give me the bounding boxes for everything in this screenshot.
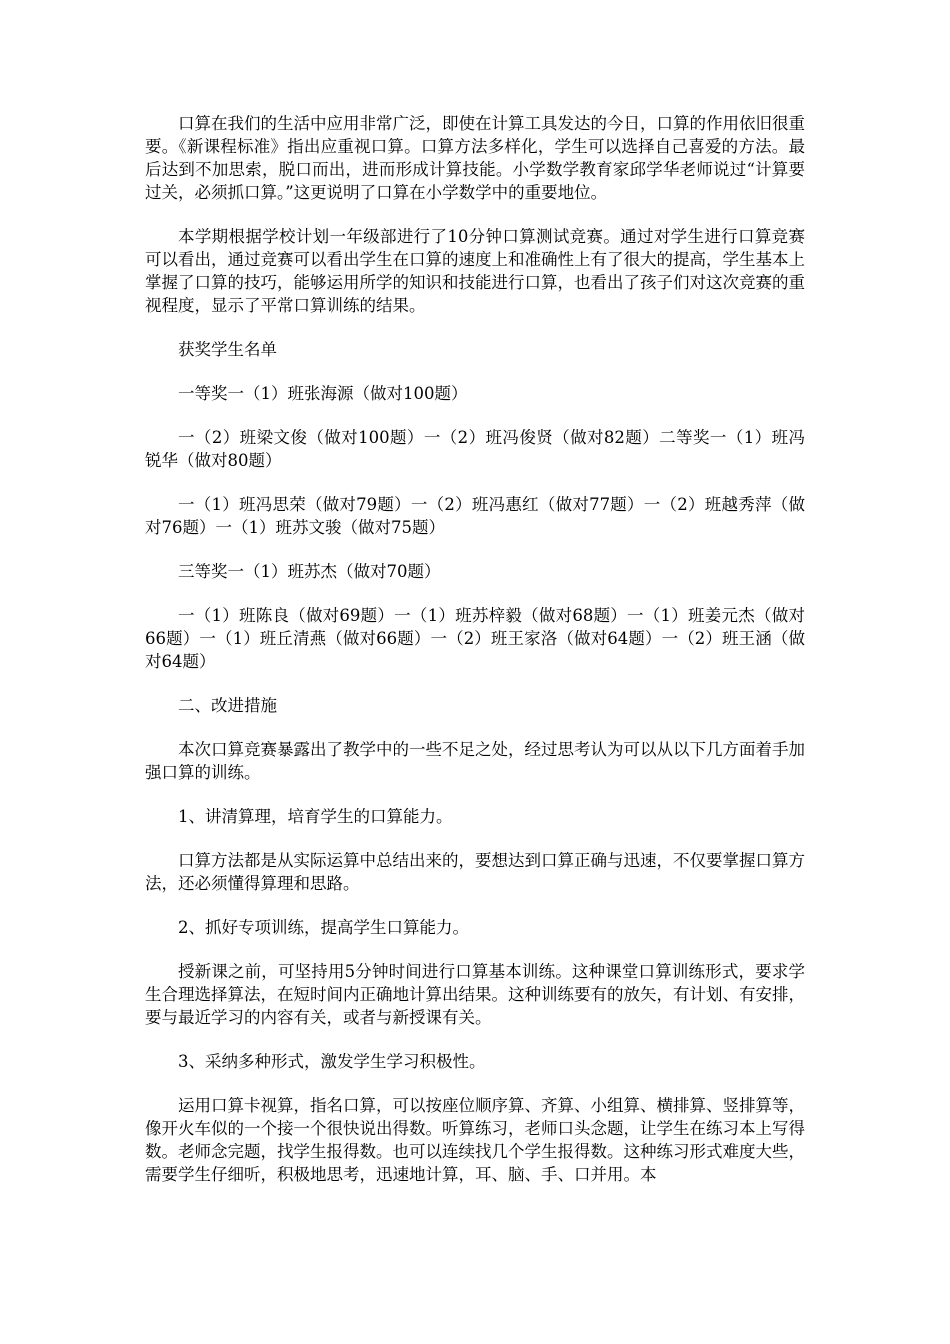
body-paragraph: 口算方法都是从实际运算中总结出来的，要想达到口算正确与迅速，不仅要掌握口算方法，还必须懂得算理和思路。 (145, 851, 805, 893)
award-list-paragraph: 一（1）班冯思荣（做对79题）一（2）班冯惠红（做对77题）一（2）班越秀萍（做对76题）一（1）班苏文骏（做对75题） (145, 495, 805, 537)
award-list-paragraph: 一（1）班陈良（做对69题）一（1）班苏梓毅（做对68题）一（1）班姜元杰（做对66题）一（1）班丘清燕（做对66题）一（2）班王家洛（做对64题）一（2）班王涵（做对64题） (145, 606, 805, 671)
third-prize-line: 三等奖一（1）班苏杰（做对70题） (178, 562, 441, 581)
measure-heading-2: 2、抓好专项训练，提高学生口算能力。 (178, 918, 469, 937)
award-list-paragraph: 一（2）班梁文俊（做对100题）一（2）班冯俊贤（做对82题）二等奖一（1）班冯锐华（做对80题） (145, 428, 805, 470)
first-prize-line: 一等奖一（1）班张海源（做对100题） (178, 384, 468, 403)
competition-summary-paragraph: 本学期根据学校计划一年级部进行了10分钟口算测试竞赛。通过对学生进行口算竞赛可以看出，通过竞赛可以看出学生在口算的速度上和准确性上有了很大的提高，学生基本上掌握了口算的技巧，能够运用所学的知识和技能进行口算，也看出了孩子们对这次竞赛的重视程度，显示了平常口算训练的结果。 (145, 227, 805, 315)
measure-heading-3: 3、采纳多种形式，激发学生学习积极性。 (178, 1052, 486, 1071)
body-paragraph: 本次口算竞赛暴露出了教学中的一些不足之处，经过思考认为可以从以下几方面着手加强口算的训练。 (145, 740, 805, 782)
body-paragraph: 授新课之前，可坚持用5分钟时间进行口算基本训练。这种课堂口算训练形式，要求学生合理选择算法，在短时间内正确地计算出结果。这种训练要有的放矢，有计划、有安排，要与最近学习的内容有关，或者与新授课有关。 (145, 962, 805, 1027)
body-paragraph: 运用口算卡视算，指名口算，可以按座位顺序算、齐算、小组算、横排算、竖排算等，像开火车似的一个接一个很快说出得数。听算练习，老师口头念题，让学生在练习本上写得数。老师念完题，找学生报得数。也可以连续找几个学生报得数。这种练习形式难度大些，需要学生仔细听，积极地思考，迅速地计算，耳、脑、手、口并用。本 (145, 1096, 805, 1184)
document-body (145, 112, 805, 1207)
intro-paragraph: 口算在我们的生活中应用非常广泛，即使在计算工具发达的今日，口算的作用依旧很重要。《新课程标准》指出应重视口算。口算方法多样化，学生可以选择自己喜爱的方法。最后达到不加思索，脱口而出，进而形成计算技能。小学数学教育家邱学华老师说过“计算要过关，必须抓口算。”这更说明了口算在小学数学中的重要地位。 (145, 114, 805, 202)
award-list-heading: 获奖学生名单 (178, 340, 277, 359)
section-heading: 二、改进措施 (178, 696, 277, 715)
measure-heading-1: 1、讲清算理，培育学生的口算能力。 (178, 807, 453, 826)
